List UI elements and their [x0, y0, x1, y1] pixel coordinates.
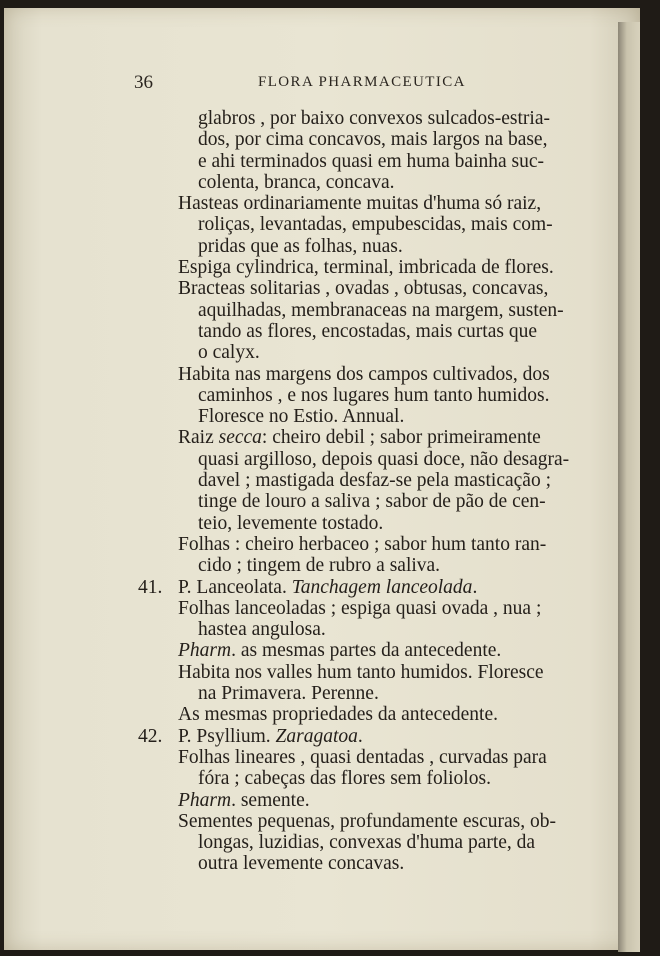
entry-number: 41.: [138, 576, 163, 598]
text-paragraph: [138, 427, 608, 533]
text-run: P. Psyllium.: [178, 725, 276, 747]
text-run: .: [472, 576, 478, 598]
text-paragraph: [138, 278, 608, 363]
text-line: [138, 726, 608, 747]
entry-number: 42.: [138, 725, 163, 747]
text-line: colenta, branca, concava.: [198, 171, 395, 193]
italic-text: Zaragatoa: [275, 725, 358, 747]
italic-text: secca: [218, 427, 262, 449]
text-line: Espiga cylindrica, terminal, imbricada de flores.: [178, 257, 554, 279]
text-line: e ahi terminados quasi em huma bainha suc-: [198, 150, 545, 172]
text-run: . semente.: [231, 789, 310, 811]
text-line: Habita nos valles hum tanto humidos. Floresce: [178, 661, 544, 683]
text-line: [138, 427, 608, 448]
text-line: Habita nas margens dos campos cultivados, dos: [178, 363, 550, 385]
text-line: As mesmas propriedades da antecedente.: [178, 704, 498, 726]
text-line: aquilhadas, membranaceas na margem, susten-: [198, 299, 564, 321]
text-line: caminhos , e nos lugares hum tanto humidos.: [198, 384, 550, 406]
text-line: glabros , por baixo convexos sulcados-estria-: [198, 108, 550, 129]
text-paragraph: [138, 108, 608, 193]
text-line: tinge de louro a saliva ; sabor de pão de cen-: [198, 491, 546, 513]
text-line: Bracteas solitarias , ovadas , obtusas, concavas,: [178, 278, 549, 300]
text-line: Floresce no Estio. Annual.: [198, 406, 405, 428]
text-line: hastea angulosa.: [198, 619, 326, 641]
text-run: .: [357, 725, 363, 747]
text-line: [138, 790, 608, 811]
text-line: o calyx.: [198, 342, 260, 364]
text-paragraph: [138, 257, 608, 278]
next-page-edge: [618, 22, 640, 952]
text-line: Sementes pequenas, profundamente escuras, ob-: [178, 810, 556, 832]
italic-text: Tanchagem lanceolada: [291, 576, 473, 598]
text-line: roliças, levantadas, empubescidas, mais com-: [198, 214, 553, 236]
numbered-entry: [138, 726, 608, 875]
text-line: na Primavera. Perenne.: [198, 683, 379, 705]
running-title: FLORA PHARMACEUTICA: [258, 74, 466, 90]
text-line: outra levemente concavas.: [198, 853, 405, 875]
text-line: Folhas lanceoladas ; espiga quasi ovada , nua ;: [178, 597, 542, 619]
text-run: P. Lanceolata.: [178, 576, 292, 598]
italic-text: Pharm: [178, 789, 232, 811]
italic-text: Pharm: [178, 640, 232, 662]
book-page: [4, 8, 640, 950]
text-line: pridas que as folhas, nuas.: [198, 235, 403, 257]
text-line: quasi argilloso, depois quasi doce, não desagra-: [198, 448, 570, 470]
text-line: [138, 640, 608, 661]
page-number: 36: [134, 72, 153, 93]
text-line: fóra ; cabeças das flores sem foliolos.: [198, 768, 491, 790]
text-line: Folhas lineares , quasi dentadas , curvadas para: [178, 746, 547, 768]
text-line: [138, 577, 608, 598]
text-paragraph: [138, 534, 608, 577]
text-run: Raiz: [178, 427, 219, 449]
text-line: longas, luzidias, convexas d'huma parte, da: [198, 832, 536, 854]
text-line: Hasteas ordinariamente muitas d'huma só raiz,: [178, 193, 542, 215]
text-line: Folhas : cheiro herbaceo ; sabor hum tanto ran-: [178, 533, 547, 555]
text-line: teio, levemente tostado.: [198, 512, 384, 534]
text-run: . as mesmas partes da antecedente.: [231, 640, 502, 662]
text-paragraph: [138, 364, 608, 428]
text-run: : cheiro debil ; sabor primeiramente: [261, 427, 541, 449]
text-paragraph: [138, 193, 608, 257]
running-head: [4, 70, 640, 96]
body-text: [138, 108, 608, 875]
text-line: cido ; tingem de rubro a saliva.: [198, 555, 441, 577]
text-line: davel ; mastigada desfaz-se pela masticação ;: [198, 470, 551, 492]
numbered-entry: [138, 577, 608, 726]
text-line: dos, por cima concavos, mais largos na base,: [198, 129, 548, 151]
text-line: tando as flores, encostadas, mais curtas que: [198, 320, 537, 342]
